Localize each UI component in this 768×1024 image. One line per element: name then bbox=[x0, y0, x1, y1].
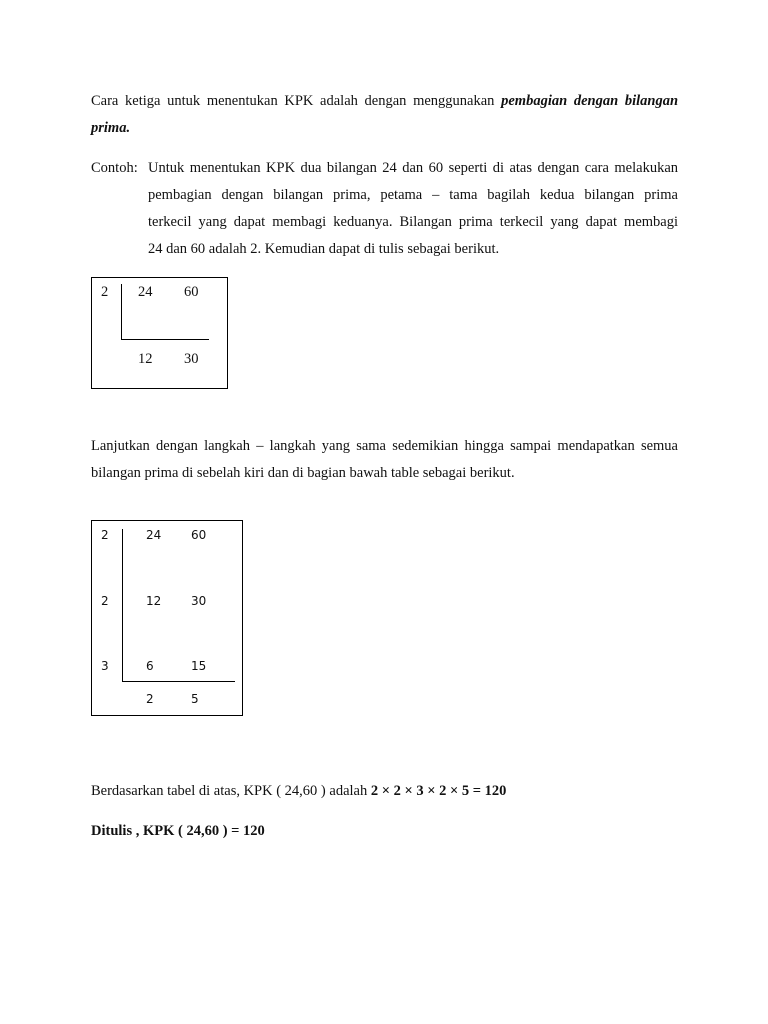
table2-result: 5 bbox=[191, 692, 199, 706]
table1-top-a: 24 bbox=[138, 284, 153, 300]
table2-value: 12 bbox=[146, 594, 162, 608]
table1-divider-horizontal bbox=[121, 339, 209, 340]
table2-result: 2 bbox=[146, 692, 154, 706]
conclusion-line: Berdasarkan tabel di atas, KPK ( 24,60 ) adalah 2 × 2 × 3 × 2 × 5 = 120 bbox=[91, 783, 507, 799]
conclusion-result: 2 × 2 × 3 × 2 × 5 = 120 bbox=[370, 783, 507, 799]
intro-emphasis: pembagian dengan bilangan bbox=[501, 93, 679, 109]
table2-value: 15 bbox=[191, 659, 207, 673]
intro-paragraph bbox=[91, 88, 678, 142]
contoh-line: Untuk menentukan KPK dua bilangan 24 dan 60 seperti di atas dengan cara melakukan bbox=[148, 160, 678, 176]
table2-value: 60 bbox=[191, 528, 207, 542]
lanjut-line: Lanjutkan dengan langkah – langkah yang sama sedemikian hingga sampai mendapatkan semua bbox=[91, 438, 678, 454]
intro-line-2 bbox=[91, 115, 678, 142]
contoh-line: terkecil yang dapat membagi keduanya. Bilangan prima terkecil yang dapat membagi bbox=[148, 214, 678, 230]
table2-divisor: 2 bbox=[101, 528, 109, 542]
division-table-2 bbox=[91, 520, 243, 716]
lanjut-paragraph bbox=[91, 433, 678, 487]
table2-divider-horizontal bbox=[122, 681, 235, 682]
table2-value: 6 bbox=[146, 659, 154, 673]
table2-value: 24 bbox=[146, 528, 162, 542]
intro-emphasis-2: prima. bbox=[91, 120, 131, 136]
contoh-label: Contoh: bbox=[91, 160, 138, 176]
contoh-line: 24 dan 60 adalah 2. Kemudian dapat di tulis sebagai berikut. bbox=[148, 241, 500, 257]
table2-divisor: 2 bbox=[101, 594, 109, 608]
table1-divisor: 2 bbox=[101, 284, 109, 300]
contoh-line: pembagian dengan bilangan prima, petama – tama bagilah kedua bilangan prima bbox=[148, 187, 678, 203]
intro-line-1: Cara ketiga untuk menentukan KPK adalah dengan menggunakan pembagian dengan bilangan bbox=[91, 93, 679, 109]
ditulis-line: Ditulis , KPK ( 24,60 ) = 120 bbox=[91, 823, 265, 839]
table1-bottom-a: 12 bbox=[138, 351, 153, 367]
division-table-1 bbox=[91, 277, 228, 389]
table2-divider-vertical bbox=[122, 529, 123, 681]
lanjut-line: bilangan prima di sebelah kiri dan di bagian bawah table sebagai berikut. bbox=[91, 465, 515, 481]
table2-divisor: 3 bbox=[101, 659, 109, 673]
table2-value: 30 bbox=[191, 594, 207, 608]
table1-divider-vertical bbox=[121, 284, 122, 339]
table1-bottom-b: 30 bbox=[184, 351, 199, 367]
table1-top-b: 60 bbox=[184, 284, 199, 300]
contoh-body bbox=[148, 155, 678, 263]
